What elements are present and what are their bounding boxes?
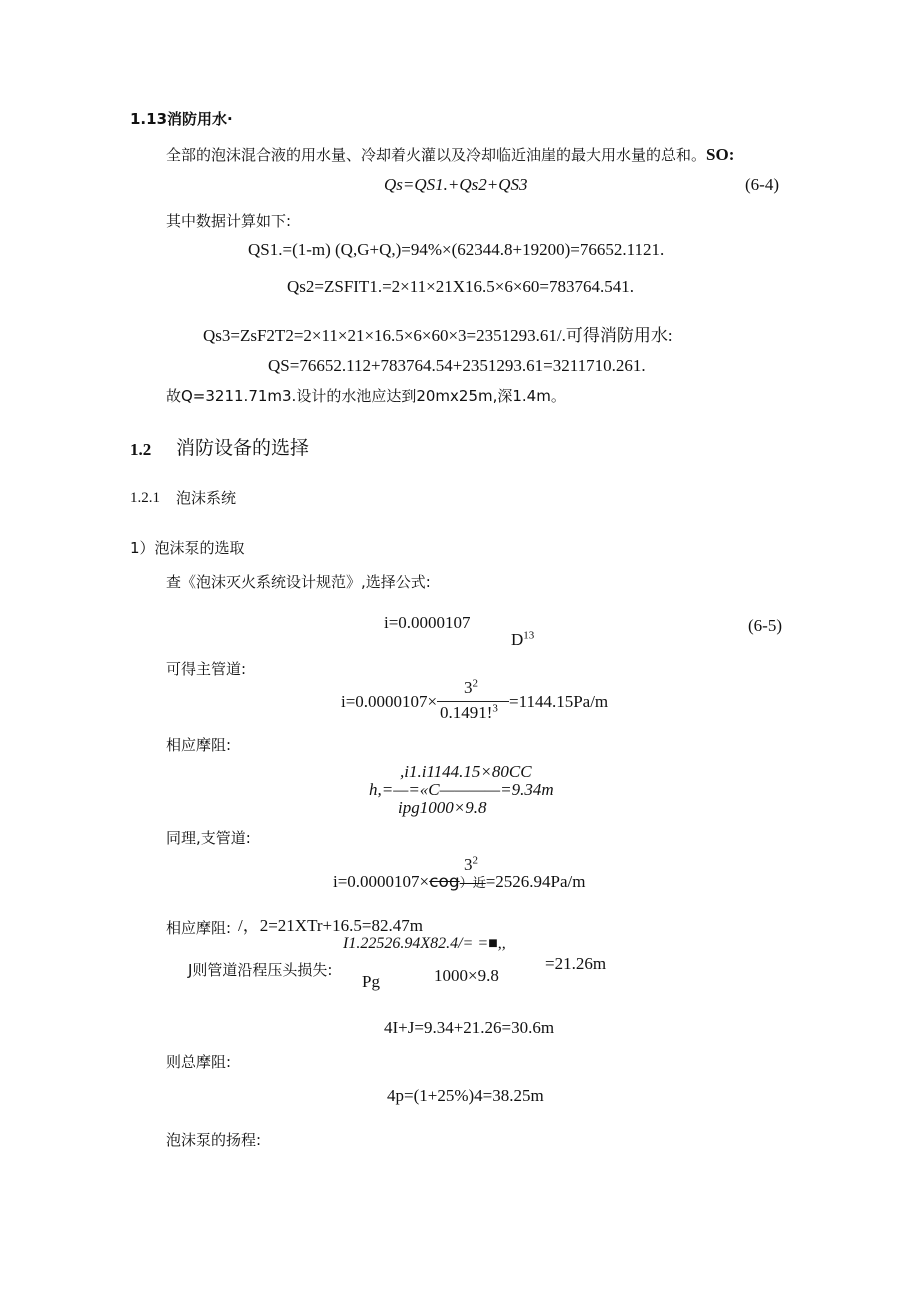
equation-i1-denominator: [440, 704, 498, 722]
friction-label-2: 相应摩阻:: [166, 919, 232, 937]
item-1-heading: 1）泡沫泵的选取: [130, 539, 245, 557]
equation-i2-struck: cog: [429, 872, 460, 892]
section-1-2-1-number: 1.2.1: [130, 490, 160, 506]
section-1-2-1-title: 泡沫系统: [176, 489, 237, 507]
equation-qs2: Qs2=ZSFIT1.=2×11×21X16.5×6×60=783764.541.: [287, 277, 634, 296]
numerator-base: 3: [464, 855, 473, 874]
denominator-base: 0.1491!: [440, 703, 493, 722]
numerator-exponent: 2: [472, 677, 478, 690]
equation-qs3: Qs3=ZsF2T2=2×11×21×16.5×6×60×3=2351293.61/.可得消防用水:: [203, 326, 673, 345]
pg-result: =21.26m: [545, 954, 607, 973]
branch-pipe-label: 同理,支管道:: [166, 829, 251, 847]
equation-i1-left: i=0.0000107×: [341, 692, 438, 711]
denominator-base: D: [511, 630, 524, 649]
section-1-13-paragraph: [166, 146, 734, 164]
numerator-exponent: 2: [472, 854, 478, 867]
main-pipe-label: 可得主管道:: [166, 660, 247, 678]
equation-total-friction: 4p=(1+25%)4=38.25m: [387, 1086, 544, 1105]
equation-6-4: Qs=QS1.+Qs2+QS3: [384, 175, 528, 194]
conclusion: 故Q=3211.71m3.设计的水池应达到20mx25m,深1.4m。: [166, 387, 566, 405]
equation-i2-left: i=0.0000107×: [333, 872, 430, 891]
equation-number-6-4: (6-4): [745, 175, 779, 194]
pipe-loss-label: J则管道沿程压头损失:: [188, 961, 333, 979]
denominator-exponent: 3: [492, 702, 498, 715]
fraction-bar-i1: [437, 701, 509, 702]
section-1-13-title: 1.13消防用水·: [130, 110, 233, 128]
equation-6-5-left: i=0.0000107: [384, 613, 471, 632]
equation-i2-right: =2526.94Pa/m: [485, 872, 586, 891]
equation-i1-right: =1144.15Pa/m: [509, 692, 609, 711]
denominator-exponent: 13: [523, 629, 535, 642]
friction-equation-2: /，2=21XTr+16.5=82.47m: [238, 916, 423, 935]
pg-label: Pg: [362, 972, 380, 991]
pg-denominator: 1000×9.8: [434, 966, 499, 985]
friction-label-1: 相应摩阻:: [166, 736, 232, 754]
equation-qs-total: QS=76652.112+783764.54+2351293.61=3211710.261.: [268, 356, 646, 375]
equation-i2-numerator: [464, 856, 478, 874]
equation-qs1: QS1.=(1-m) (Q,G+Q,)=94%×(62344.8+19200)=76652.1121.: [248, 240, 665, 259]
equation-h-middle: h,=—=«C————=9.34m: [369, 780, 554, 799]
equation-6-5-denominator: [511, 631, 534, 649]
equation-i2: [333, 873, 586, 893]
calc-intro: 其中数据计算如下:: [166, 212, 292, 230]
equation-h-bottom: ipg1000×9.8: [398, 798, 487, 817]
item-1-paragraph: 查《泡沫灭火系统设计规范》,选择公式:: [166, 573, 431, 591]
paragraph-text: 全部的泡沫混合液的用水量、冷却着火灌以及冷却临近油崖的最大用水量的总和。: [166, 146, 707, 164]
section-1-2-number: 1.2: [130, 440, 152, 459]
paragraph-bold-suffix: SO:: [706, 145, 735, 164]
pump-head-label: 泡沫泵的扬程:: [166, 1131, 262, 1149]
equation-i2-mid: ）近: [459, 876, 486, 891]
equation-h-top: ,i1.i1144.15×80CC: [400, 762, 532, 781]
equation-number-6-5: (6-5): [748, 616, 782, 635]
numerator-base: 3: [464, 678, 473, 697]
equation-i1-numerator: [464, 679, 478, 697]
equation-sum: 4I+J=9.34+21.26=30.6m: [384, 1018, 555, 1037]
section-1-2-title: 消防设备的选择: [176, 437, 310, 459]
total-friction-label: 则总摩阻:: [166, 1053, 232, 1071]
garbled-equation-line: I1.22526.94X82.4/= =■,,: [343, 935, 506, 952]
